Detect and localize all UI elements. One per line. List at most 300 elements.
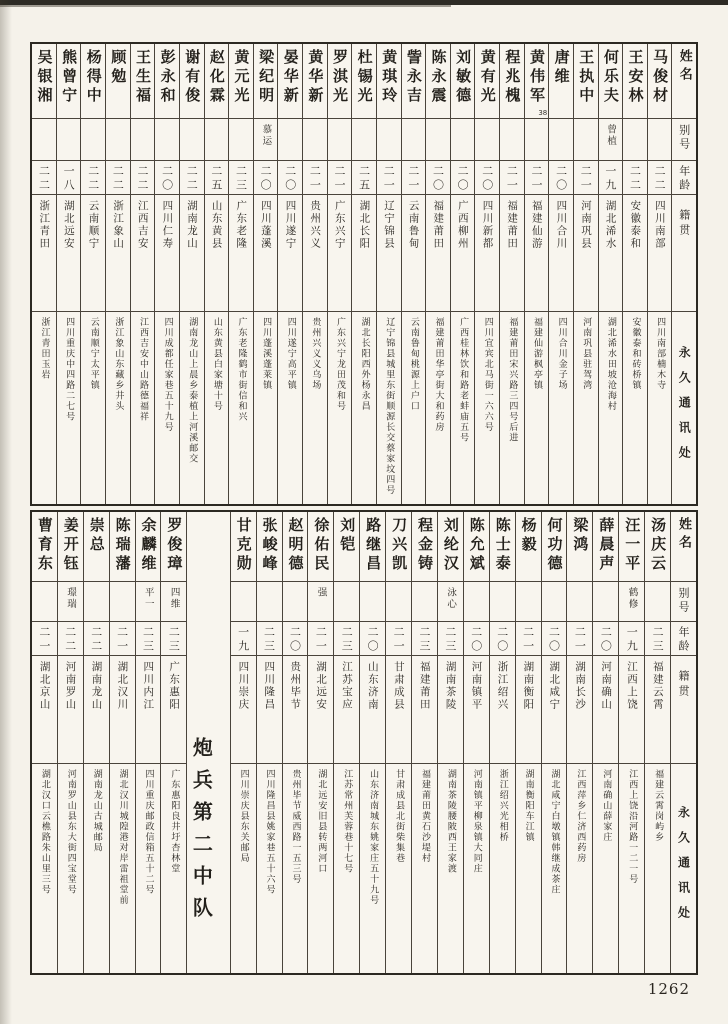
person-origin: 湖北长阳 xyxy=(358,200,371,250)
person-alias-cell xyxy=(110,582,135,622)
person-alias-cell xyxy=(475,119,499,161)
person-alias: 泳心 xyxy=(445,587,457,610)
person-origin: 甘肃成县 xyxy=(392,661,405,711)
roster-table-bottom xyxy=(30,510,698,975)
person-column xyxy=(253,44,278,504)
person-age: 一九 xyxy=(236,626,250,654)
person-origin: 四川新都 xyxy=(481,200,494,250)
person-column xyxy=(130,44,155,504)
header-label-alias: 别号 xyxy=(677,587,691,615)
header-label-age: 年龄 xyxy=(677,626,691,654)
person-origin-cell xyxy=(32,195,56,312)
header-cell-origin xyxy=(671,656,696,764)
person-address: 浙江象山东藏乡井头 xyxy=(113,317,124,412)
person-origin: 福建仙游 xyxy=(530,200,543,250)
person-name: 张峻峰 xyxy=(260,517,279,574)
person-address: 湖北汉川城隍港对岸雷祖堂前 xyxy=(117,769,128,906)
person-origin-cell xyxy=(32,656,57,764)
person-address-cell xyxy=(231,764,256,973)
person-age: 二一 xyxy=(332,165,346,193)
person-column xyxy=(277,44,302,504)
header-cell-alias xyxy=(672,119,696,161)
person-name: 黄元光 xyxy=(232,49,251,106)
person-address-cell xyxy=(475,312,499,504)
person-name: 訾永吉 xyxy=(404,49,423,106)
person-name-cell xyxy=(328,44,352,119)
person-address-cell xyxy=(32,764,57,973)
person-column xyxy=(450,44,475,504)
person-age: 二二 xyxy=(628,165,642,193)
person-column xyxy=(228,44,253,504)
person-name: 顾勉 xyxy=(109,49,128,87)
person-age: 二〇 xyxy=(547,626,561,654)
person-column xyxy=(282,512,308,973)
person-name-cell xyxy=(648,44,672,119)
person-origin-cell xyxy=(58,656,83,764)
person-address-cell xyxy=(648,312,672,504)
person-alias-cell xyxy=(574,119,598,161)
person-address: 辽宁锦县城里东街顺源长交蔡家坟四号 xyxy=(384,317,395,496)
person-alias-cell xyxy=(136,582,161,622)
person-origin-cell xyxy=(308,656,333,764)
person-column xyxy=(32,512,57,973)
person-name: 罗俊璋 xyxy=(165,517,184,574)
person-age: 二一 xyxy=(115,626,129,654)
person-origin: 四川合川 xyxy=(555,200,568,250)
roster-table-top xyxy=(30,42,698,506)
person-address: 四川南部楠木寺 xyxy=(655,317,666,391)
person-age-cell xyxy=(525,161,549,195)
person-origin-cell xyxy=(84,656,109,764)
person-age: 一八 xyxy=(62,165,76,193)
person-name-cell xyxy=(574,44,598,119)
person-origin: 安徽泰和 xyxy=(629,200,642,250)
person-age: 二二 xyxy=(653,165,667,193)
person-alias-cell xyxy=(567,582,592,622)
person-age-cell xyxy=(32,161,56,195)
person-address: 福建莆田华亭街大和药房 xyxy=(433,317,444,433)
person-address-cell xyxy=(57,312,81,504)
person-name: 刘纶汉 xyxy=(441,517,460,574)
person-column xyxy=(32,44,56,504)
person-age-cell xyxy=(475,161,499,195)
register-header-column xyxy=(671,44,696,504)
person-address: 福建莆田黄石沙堤村 xyxy=(419,769,430,864)
person-origin: 四川内江 xyxy=(142,661,155,711)
person-origin-cell xyxy=(106,195,130,312)
person-name-cell xyxy=(161,512,186,582)
person-age-cell xyxy=(542,622,567,656)
person-origin-cell xyxy=(257,656,282,764)
person-age: 二〇 xyxy=(366,626,380,654)
person-name-cell xyxy=(599,44,623,119)
person-origin-cell xyxy=(303,195,327,312)
person-origin-cell xyxy=(500,195,524,312)
person-address: 河南确山薛家庄 xyxy=(601,769,612,843)
person-age-cell xyxy=(328,161,352,195)
person-age: 二三 xyxy=(167,626,181,654)
person-age-cell xyxy=(32,622,57,656)
person-origin: 湖北远安 xyxy=(315,661,328,711)
person-age-cell xyxy=(136,622,161,656)
person-address-cell xyxy=(574,312,598,504)
person-origin-cell xyxy=(464,656,489,764)
person-origin: 福建莆田 xyxy=(432,200,445,250)
person-address-cell xyxy=(412,764,437,973)
person-age: 二〇 xyxy=(599,626,613,654)
person-age-cell xyxy=(593,622,618,656)
person-name: 崇总 xyxy=(87,517,106,555)
person-origin-cell xyxy=(567,656,592,764)
person-address: 浙江青田玉岩 xyxy=(39,317,50,380)
person-name: 余麟维 xyxy=(139,517,158,574)
person-name: 王生福 xyxy=(133,49,152,106)
person-address-cell xyxy=(283,764,308,973)
person-age: 二一 xyxy=(392,626,406,654)
person-origin: 山东黄县 xyxy=(210,200,223,250)
person-name: 陈士泰 xyxy=(493,517,512,574)
person-age-cell xyxy=(490,622,515,656)
person-age: 二〇 xyxy=(469,626,483,654)
person-age-cell xyxy=(334,622,359,656)
person-name: 杨毅 xyxy=(519,517,538,555)
person-age: 二一 xyxy=(308,165,322,193)
person-address: 广东老隆鹤市街信和兴 xyxy=(236,317,247,422)
person-alias-cell xyxy=(229,119,253,161)
person-column xyxy=(105,44,130,504)
person-address: 福建仙游枫亭镇 xyxy=(531,317,542,391)
person-origin: 河南镇平 xyxy=(470,661,483,711)
person-address-cell xyxy=(599,312,623,504)
person-name: 杜锡光 xyxy=(355,49,374,106)
person-alias-cell xyxy=(58,582,83,622)
person-address-cell xyxy=(516,764,541,973)
person-address: 贵州兴义义乌场 xyxy=(310,317,321,391)
person-column xyxy=(256,512,282,973)
person-name-cell xyxy=(231,512,256,582)
person-name-cell xyxy=(426,44,450,119)
person-age: 二一 xyxy=(314,626,328,654)
person-origin: 四川南部 xyxy=(653,200,666,250)
person-address-cell xyxy=(229,312,253,504)
person-origin: 湖南茶陵 xyxy=(444,661,457,711)
person-origin: 湖南衡阳 xyxy=(522,661,535,711)
person-address-cell xyxy=(490,764,515,973)
person-address: 湖北浠水田坡沧海村 xyxy=(605,317,616,412)
person-name-cell xyxy=(131,44,155,119)
header-label-alias: 别号 xyxy=(677,124,691,152)
person-name-cell xyxy=(623,44,647,119)
person-origin-cell xyxy=(490,656,515,764)
person-alias-cell xyxy=(231,582,256,622)
person-origin-cell xyxy=(205,195,229,312)
person-origin: 四川仁寿 xyxy=(161,200,174,250)
person-alias-cell xyxy=(619,582,644,622)
person-origin-cell xyxy=(377,195,401,312)
header-label-address: 永久通讯处 xyxy=(676,806,691,931)
person-origin: 四川隆昌 xyxy=(263,661,276,711)
person-age-cell xyxy=(516,622,541,656)
person-name: 陈永震 xyxy=(429,49,448,106)
person-alias-cell xyxy=(328,119,352,161)
person-name-cell xyxy=(254,44,278,119)
person-column xyxy=(230,512,256,973)
person-address: 河南罗山县东大街四宝堂号 xyxy=(65,769,76,895)
person-alias: 鹤修 xyxy=(626,587,638,610)
person-age-cell xyxy=(412,622,437,656)
person-age-cell xyxy=(81,161,105,195)
person-column xyxy=(135,512,161,973)
person-origin-cell xyxy=(334,656,359,764)
person-age-cell xyxy=(205,161,229,195)
person-name-cell xyxy=(360,512,385,582)
person-alias-cell xyxy=(131,119,155,161)
person-origin: 江苏宝应 xyxy=(341,661,354,711)
person-address: 江西上饶沿河路一二一号 xyxy=(627,769,638,885)
unit-section-title: 炮兵第二中队 xyxy=(189,736,214,929)
person-name: 熊曾宁 xyxy=(60,49,79,106)
person-age-cell xyxy=(377,161,401,195)
person-origin-cell xyxy=(161,656,186,764)
person-address-cell xyxy=(386,764,411,973)
person-alias-cell xyxy=(352,119,376,161)
person-origin-cell xyxy=(254,195,278,312)
person-alias-cell xyxy=(386,582,411,622)
person-name: 曹育东 xyxy=(35,517,54,574)
header-label-address: 永久通讯处 xyxy=(677,345,692,471)
person-address: 湖北汉口云樵路朱山里三号 xyxy=(39,769,50,895)
person-address-cell xyxy=(334,764,359,973)
person-name-cell xyxy=(205,44,229,119)
person-age: 二三 xyxy=(141,626,155,654)
person-name-cell xyxy=(386,512,411,582)
person-origin: 湖南长沙 xyxy=(574,661,587,711)
person-origin-cell xyxy=(549,195,573,312)
person-alias-cell xyxy=(32,582,57,622)
person-address-cell xyxy=(81,312,105,504)
person-age: 二二 xyxy=(185,165,199,193)
person-age-cell xyxy=(110,622,135,656)
scan-artifact-left-shadow xyxy=(0,0,12,1024)
person-column xyxy=(515,512,541,973)
person-name-cell xyxy=(106,44,130,119)
person-alias: 四维 xyxy=(168,587,180,610)
person-name: 黄琪玲 xyxy=(380,49,399,106)
person-origin-cell xyxy=(648,195,672,312)
person-name: 王安林 xyxy=(626,49,645,106)
person-age: 一九 xyxy=(603,165,617,193)
person-origin-cell xyxy=(57,195,81,312)
person-name: 徐佑民 xyxy=(312,517,331,574)
person-name: 黄伟军 xyxy=(527,49,546,106)
person-origin: 福建莆田 xyxy=(506,200,519,250)
person-alias-cell xyxy=(106,119,130,161)
person-origin: 湖北京山 xyxy=(38,661,51,711)
person-column xyxy=(573,44,598,504)
person-alias-cell xyxy=(438,582,463,622)
person-address-cell xyxy=(645,764,670,973)
person-name-cell xyxy=(57,44,81,119)
person-name-cell xyxy=(334,512,359,582)
person-age: 二一 xyxy=(521,626,535,654)
person-alias-cell xyxy=(464,582,489,622)
person-address: 四川崇庆县东关邮局 xyxy=(238,769,249,864)
person-origin-cell xyxy=(426,195,450,312)
person-address-cell xyxy=(426,312,450,504)
person-origin-cell xyxy=(136,656,161,764)
person-age-cell xyxy=(619,622,644,656)
person-name-cell xyxy=(619,512,644,582)
person-column xyxy=(463,512,489,973)
person-address-cell xyxy=(32,312,56,504)
person-age-cell xyxy=(84,622,109,656)
person-age-cell xyxy=(254,161,278,195)
person-address-cell xyxy=(377,312,401,504)
person-address: 广西桂林饮和路老蚌庙五号 xyxy=(458,317,469,443)
person-name: 罗淇光 xyxy=(330,49,349,106)
person-column xyxy=(618,512,644,973)
person-age: 二二 xyxy=(111,165,125,193)
person-age-cell xyxy=(645,622,670,656)
header-label-age: 年龄 xyxy=(677,165,691,193)
person-alias-cell xyxy=(648,119,672,161)
person-name: 汤庆云 xyxy=(649,517,668,574)
person-name: 刀兴凯 xyxy=(390,517,409,574)
person-name: 梁纪明 xyxy=(257,49,276,106)
person-origin: 浙江象山 xyxy=(112,200,125,250)
person-origin: 河南确山 xyxy=(600,661,613,711)
person-age-cell xyxy=(648,161,672,195)
person-name-cell xyxy=(84,512,109,582)
person-name-cell xyxy=(542,512,567,582)
person-address: 湖北咸宁白墩镇韩继成茶庄 xyxy=(549,769,560,895)
person-age-cell xyxy=(549,161,573,195)
person-name: 姜开钰 xyxy=(61,517,80,574)
person-alias-cell xyxy=(500,119,524,161)
person-name-cell xyxy=(303,44,327,119)
person-name: 程金铸 xyxy=(415,517,434,574)
person-alias-cell xyxy=(257,582,282,622)
person-age: 二三 xyxy=(262,626,276,654)
person-age-cell xyxy=(574,161,598,195)
person-alias-cell xyxy=(412,582,437,622)
person-age: 二一 xyxy=(382,165,396,193)
person-address-cell xyxy=(131,312,155,504)
person-origin-cell xyxy=(402,195,426,312)
person-alias-cell xyxy=(334,582,359,622)
person-alias-cell xyxy=(308,582,333,622)
person-address-cell xyxy=(500,312,524,504)
person-age-cell xyxy=(58,622,83,656)
person-alias-cell xyxy=(84,582,109,622)
person-alias-cell xyxy=(451,119,475,161)
person-age: 二一 xyxy=(37,626,51,654)
person-address-cell xyxy=(155,312,179,504)
person-alias-cell xyxy=(645,582,670,622)
person-name: 赵明德 xyxy=(286,517,305,574)
person-origin-cell xyxy=(438,656,463,764)
person-address-cell xyxy=(254,312,278,504)
person-address: 广东兴宁龙田茂和号 xyxy=(334,317,345,412)
person-address: 湖北长阳西外杨永昌 xyxy=(359,317,370,412)
person-name: 陈允斌 xyxy=(467,517,486,574)
person-name: 刘敏德 xyxy=(454,49,473,106)
person-age-cell xyxy=(599,161,623,195)
person-origin: 广东老隆 xyxy=(235,200,248,250)
person-name-cell xyxy=(32,44,56,119)
person-age: 二三 xyxy=(443,626,457,654)
person-name-cell xyxy=(549,44,573,119)
person-column xyxy=(376,44,401,504)
person-name: 梁鸿 xyxy=(571,517,590,555)
person-address-cell xyxy=(438,764,463,973)
header-label-origin: 籍贯 xyxy=(677,670,691,700)
person-origin: 云南顺宁 xyxy=(87,200,100,250)
person-name-cell xyxy=(352,44,376,119)
person-age: 二二 xyxy=(63,626,77,654)
person-age-cell xyxy=(257,622,282,656)
person-address: 四川蓬溪蓬莱镇 xyxy=(261,317,272,391)
person-name: 赵化霖 xyxy=(207,49,226,106)
person-alias-cell xyxy=(283,582,308,622)
person-age: 二五 xyxy=(357,165,371,193)
person-age: 二〇 xyxy=(480,165,494,193)
person-origin: 湖南龙山 xyxy=(90,661,103,711)
person-age-cell xyxy=(231,622,256,656)
person-alias-cell xyxy=(426,119,450,161)
person-address: 浙江绍兴光相桥 xyxy=(497,769,508,843)
person-age: 二一 xyxy=(579,165,593,193)
person-origin-cell xyxy=(328,195,352,312)
person-origin: 四川蓬溪 xyxy=(259,200,272,250)
person-column xyxy=(351,44,376,504)
person-name-cell xyxy=(412,512,437,582)
person-name-cell xyxy=(516,512,541,582)
person-name: 刘铠 xyxy=(338,517,357,555)
person-origin-cell xyxy=(229,195,253,312)
person-address-cell xyxy=(402,312,426,504)
person-column xyxy=(592,512,618,973)
person-column xyxy=(302,44,327,504)
person-origin: 湖南龙山 xyxy=(185,200,198,250)
person-age-cell xyxy=(360,622,385,656)
person-alias-cell xyxy=(549,119,573,161)
person-column xyxy=(333,512,359,973)
person-origin: 福建莆田 xyxy=(418,661,431,711)
person-age: 二〇 xyxy=(283,165,297,193)
person-origin: 贵州兴义 xyxy=(309,200,322,250)
person-age: 二三 xyxy=(417,626,431,654)
person-name: 何功德 xyxy=(545,517,564,574)
person-origin: 江西上饶 xyxy=(625,661,638,711)
person-column xyxy=(401,44,426,504)
person-name-cell xyxy=(464,512,489,582)
header-label-name: 姓名 xyxy=(676,517,692,553)
person-column xyxy=(154,44,179,504)
person-name-cell xyxy=(593,512,618,582)
scan-artifact-top-shadow xyxy=(0,5,451,7)
person-name-cell xyxy=(257,512,282,582)
person-name: 晏华新 xyxy=(281,49,300,106)
person-origin-cell xyxy=(451,195,475,312)
person-name-cell xyxy=(278,44,302,119)
person-column xyxy=(359,512,385,973)
person-name-cell xyxy=(32,512,57,582)
person-alias-cell xyxy=(254,119,278,161)
unit-section-column xyxy=(186,512,229,973)
person-name-cell xyxy=(377,44,401,119)
person-address: 河南镇平柳泉镇大同庄 xyxy=(471,769,482,874)
